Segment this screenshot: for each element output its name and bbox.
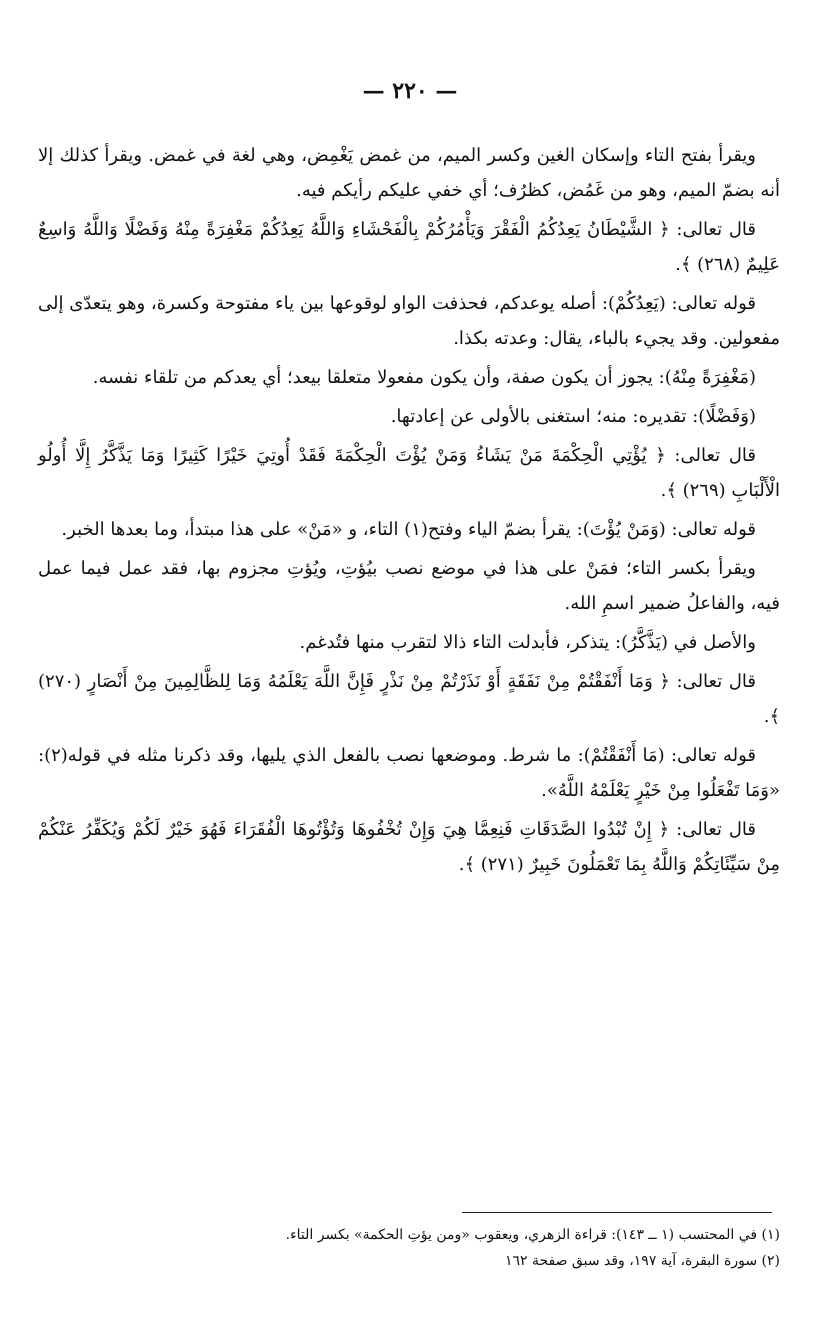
footnote-1: (١) في المحتسب (١ ــ ١٤٣): قراءة الزهري، ويعقوب «ومن يؤتِ الحكمة» بكسر التاء. — [285, 1227, 780, 1243]
main-text — [38, 138, 780, 886]
page-number: — ٢٢٠ — — [362, 78, 458, 104]
paragraph-9: والأصل في (يَذَّكَّرُ): يتذكر، فأبدلت التاء ذالا لتقرب منها فتُدغم. — [299, 632, 756, 653]
paragraph-2: قال تعالى: ﴿ الشَّيْطَانُ يَعِدُكُمُ الْفَقْرَ وَيَأْمُرُكُمْ بِالْفَحْشَاءِ وَاللَّهُ يَعِدُكُمْ مَغْفِرَةً مِنْهُ وَفَضْلًا وَاللَّهُ وَاسِعٌ عَلِيمٌ (٢٦٨) ﴾. — [38, 219, 780, 275]
footnotes — [38, 1222, 780, 1274]
paragraph-5: (وَفَضْلًا): تقديره: منه؛ استغنى بالأولى عن إعادتها. — [390, 406, 756, 427]
paragraph-7: قوله تعالى: (وَمَنْ يُؤْتَ): يقرأ بضمّ الياء وفتح(١) التاء، و «مَنْ» على هذا مبتدأ، وما بعدها الخبر. — [61, 519, 756, 540]
paragraph-8: ويقرأ بكسر التاء؛ فمَنْ على هذا في موضع نصب بيُؤتِ، ويُؤتِ مجزوم بها، فقد عمل فيما عمل فيه، والفاعلُ ضمير اسمِ الله. — [38, 558, 780, 614]
paragraph-11: قوله تعالى: (مَا أَنْفَقْتُمْ): ما شرط. وموضعها نصب بالفعل الذي يليها، وقد ذكرنا مثله في قوله(٢): «وَمَا تَفْعَلُوا مِنْ خَيْرٍ يَعْلَمْهُ اللَّهُ». — [38, 745, 780, 801]
paragraph-1: ويقرأ بفتح التاء وإسكان الغين وكسر الميم، من غمض يَغْمِض، وهي لغة في غمض. ويقرأ كذلك إلا أنه بضمّ الميم، وهو من غَمُض، كظرُف؛ أي خفي عليكم رأيكم فيه. — [38, 145, 780, 201]
paragraph-4: (مَغْفِرَةً مِنْهُ): يجوز أن يكون صفة، وأن يكون مفعولا متعلقا بيعد؛ أي يعدكم من تلقاء نفسه. — [92, 367, 756, 388]
paragraph-6: قال تعالى: ﴿ يُؤْتِي الْحِكْمَةَ مَنْ يَشَاءُ وَمَنْ يُؤْتَ الْحِكْمَةَ فَقَدْ أُوتِيَ خَيْرًا كَثِيرًا وَمَا يَذَّكَّرُ إِلَّا أُولُو الْأَلْبَابِ (٢٦٩) ﴾. — [38, 445, 780, 501]
footnote-divider — [462, 1212, 772, 1213]
paragraph-3: قوله تعالى: (يَعِدُكُمْ): أصله يوعدكم، فحذفت الواو لوقوعها بين ياء مفتوحة وكسرة، وهو يتعدّى إلى مفعولين. وقد يجيء بالباء، يقال: وعدته بكذا. — [38, 293, 780, 349]
paragraph-12: قال تعالى: ﴿ إِنْ تُبْدُوا الصَّدَقَاتِ فَنِعِمَّا هِيَ وَإِنْ تُخْفُوهَا وَتُؤْتُوهَا الْفُقَرَاءَ فَهُوَ خَيْرٌ لَكُمْ وَيُكَفِّرُ عَنْكُمْ مِنْ سَيِّئَاتِكُمْ وَاللَّهُ بِمَا تَعْمَلُونَ خَبِيرٌ (٢٧١) ﴾. — [38, 819, 780, 875]
paragraph-10: قال تعالى: ﴿ وَمَا أَنْفَقْتُمْ مِنْ نَفَقَةٍ أَوْ نَذَرْتُمْ مِنْ نَذْرٍ فَإِنَّ اللَّهَ يَعْلَمُهُ وَمَا لِلظَّالِمِينَ مِنْ أَنْصَارٍ (٢٧٠) ﴾. — [38, 671, 780, 727]
footnote-2: (٢) سورة البقرة، آية ١٩٧، وقد سبق صفحة ١٦٢ — [504, 1253, 780, 1269]
